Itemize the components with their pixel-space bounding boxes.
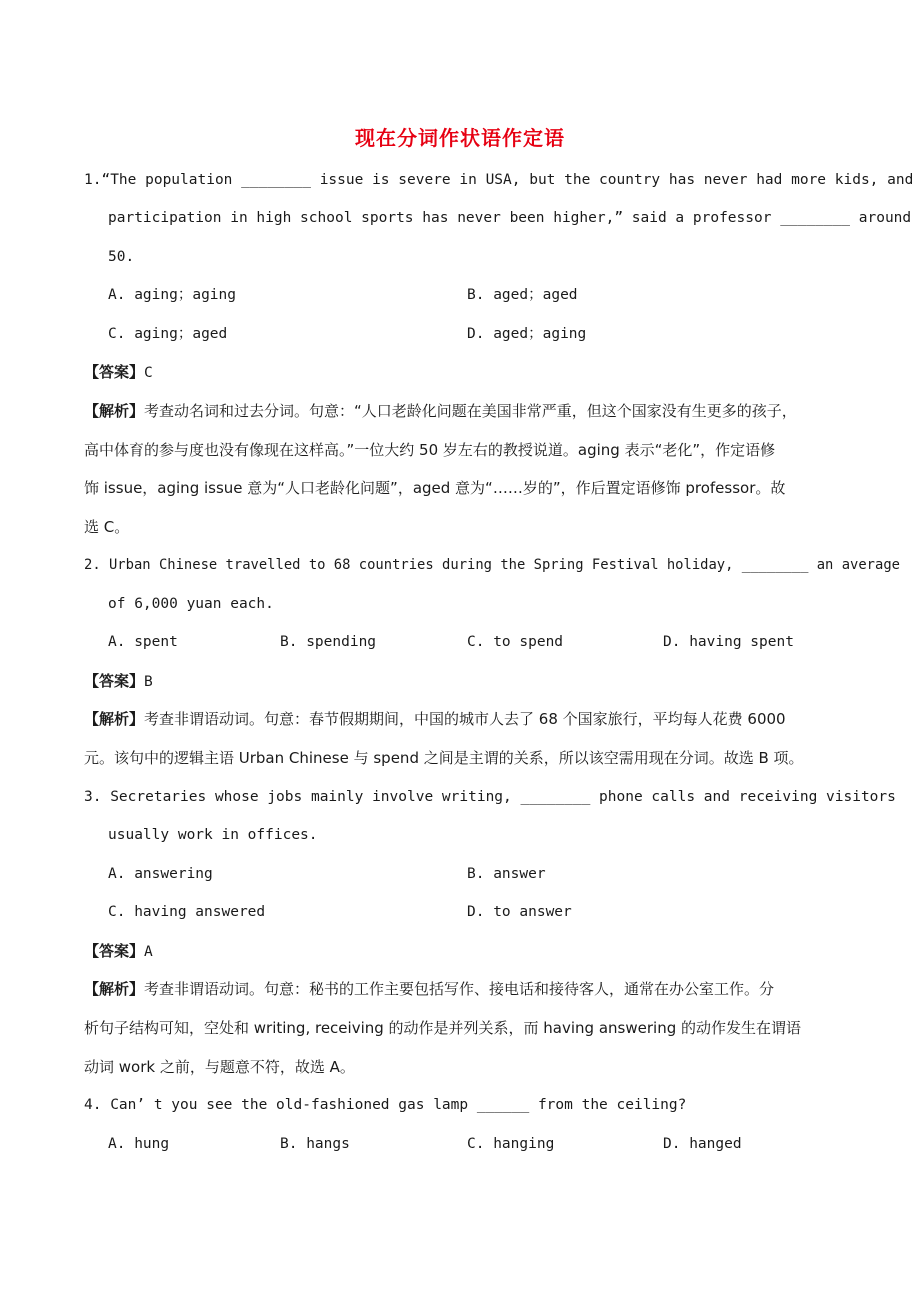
answer-value: C	[144, 365, 153, 381]
analysis-text: 考查动名词和过去分词。句意：“人口老龄化问题在美国非常严重，但这个国家没有生更多的孩子，	[144, 402, 797, 420]
analysis-text: 考查非谓语动词。句意：秘书的工作主要包括写作、接电话和接待客人，通常在办公室工作。分	[144, 980, 775, 998]
question-1-stem-line-1: 1.“The population ________ issue is severe in USA, but the country has never had more kids, and	[84, 172, 914, 188]
question-1-analysis-line-3: 饰 issue，aging issue 意为“人口老龄化问题”，aged 意为“……岁的”，作后置定语修饰 professor。故	[84, 479, 786, 497]
question-1-answer	[84, 362, 153, 383]
question-1-option-b: B. aged；aged	[467, 287, 578, 303]
answer-label: 【答案】	[84, 942, 145, 960]
question-4-stem-line-1: 4. Can’ t you see the old-fashioned gas lamp ______ from the ceiling?	[84, 1097, 687, 1113]
question-3-answer	[84, 941, 153, 962]
analysis-label: 【解析】	[84, 710, 145, 728]
question-3-option-c: C. having answered	[108, 904, 266, 920]
question-3-stem-line-1: 3. Secretaries whose jobs mainly involve writing, ________ phone calls and receiving visitors	[84, 789, 896, 805]
question-3-option-a: A. answering	[108, 866, 213, 882]
question-1-option-c: C. aging；aged	[108, 326, 228, 342]
analysis-text: 考查非谓语动词。句意：春节假期期间，中国的城市人去了 68 个国家旅行，平均每人花费 6000	[144, 710, 786, 728]
question-2-analysis-line-2: 元。该句中的逻辑主语 Urban Chinese 与 spend 之间是主谓的关系，所以该空需用现在分词。故选 B 项。	[84, 749, 804, 767]
question-1-analysis-line-4: 选 C。	[84, 518, 130, 536]
question-1-analysis-line-1	[84, 401, 836, 421]
question-1-analysis-line-2: 高中体育的参与度也没有像现在这样高。”一位大约 50 岁左右的教授说道。aging 表示“老化”，作定语修	[84, 441, 776, 459]
question-2-analysis-line-1	[84, 709, 786, 729]
question-3-analysis-line-1	[84, 979, 774, 999]
analysis-label: 【解析】	[84, 980, 145, 998]
question-3-stem-line-2: usually work in offices.	[108, 827, 318, 843]
question-3-analysis-line-2: 析句子结构可知，空处和 writing, receiving 的动作是并列关系，而 having answering 的动作发生在谓语	[84, 1019, 801, 1037]
question-2-option-d: D. having spent	[663, 634, 794, 650]
question-3-option-d: D. to answer	[467, 904, 572, 920]
question-4-option-a: A. hung	[108, 1136, 170, 1152]
question-1-stem-line-2: participation in high school sports has never been higher,” said a professor ________ around	[108, 210, 912, 226]
question-2-option-c: C. to spend	[467, 634, 564, 650]
analysis-label: 【解析】	[84, 402, 145, 420]
question-4-option-b: B. hangs	[280, 1136, 350, 1152]
question-2-stem-line-1: 2. Urban Chinese travelled to 68 countries during the Spring Festival holiday, ________ an average	[84, 557, 900, 573]
answer-value: B	[144, 674, 153, 690]
question-1-stem-line-3: 50.	[108, 249, 135, 265]
question-1-option-d: D. aged；aging	[467, 326, 587, 342]
question-2-option-a: A. spent	[108, 634, 178, 650]
answer-value: A	[144, 944, 153, 960]
answer-label: 【答案】	[84, 672, 145, 690]
question-1-option-a: A. aging；aging	[108, 287, 236, 303]
question-2-option-b: B. spending	[280, 634, 377, 650]
question-3-option-b: B. answer	[467, 866, 546, 882]
page-title: 现在分词作状语作定语	[355, 126, 565, 150]
question-2-stem-line-2: of 6,000 yuan each.	[108, 596, 274, 612]
question-2-answer	[84, 671, 153, 692]
question-4-option-d: D. hanged	[663, 1136, 742, 1152]
answer-label: 【答案】	[84, 363, 145, 381]
question-3-analysis-line-3: 动词 work 之前，与题意不符，故选 A。	[84, 1058, 355, 1076]
question-4-option-c: C. hanging	[467, 1136, 555, 1152]
